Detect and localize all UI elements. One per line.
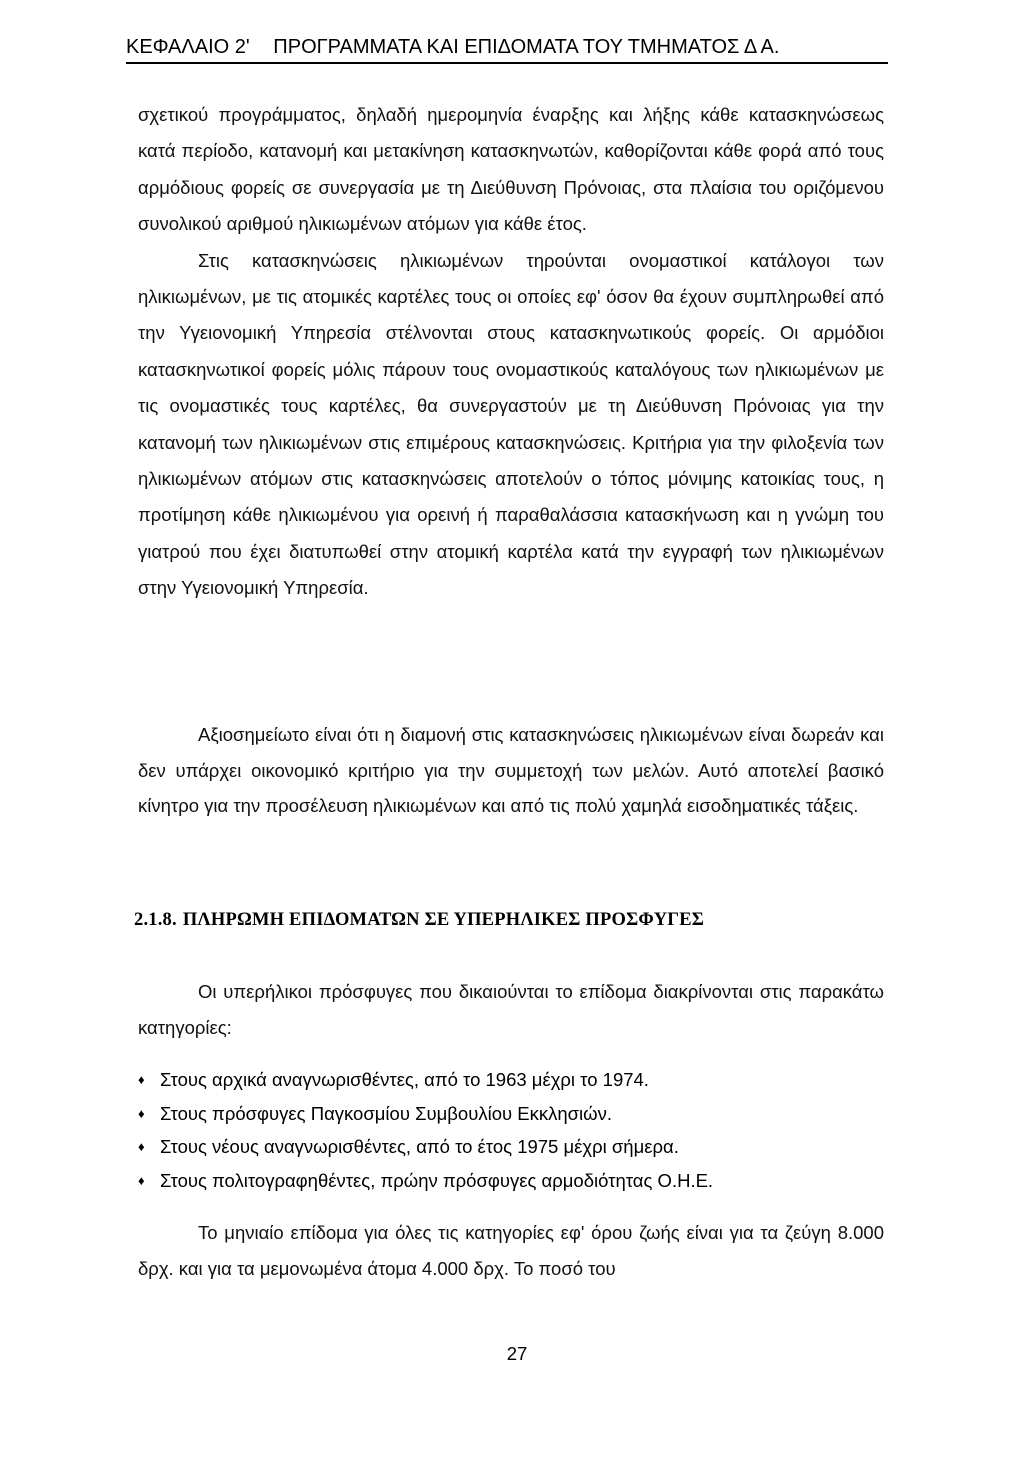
paragraph-camp-lists: Στις κατασκηνώσεις ηλικιωμένων τηρούνται ονομαστικοί κατάλογοι των ηλικιωμένων, με τις ατομικές καρτέλες τους οι οποίες εφ' όσον θα έχουν συμπληρωθεί από την Υγειονομική Υπηρεσία στέλνονται στους κατασκηνωτικούς φορείς. Οι αρμόδιοι κατασκηνωτικοί φορείς μόλις πάρουν τους ονομαστικούς καταλόγους των ηλικιωμένων με τις ονομαστικές τους καρτέλες, θα συνεργαστούν με τη Διεύθυνση Πρόνοιας για την κατανομή των ηλικιωμένων στις επιμέρους κατασκηνώσεις. Κριτήρια για την φιλοξενία των ηλικιωμένων ατόμων στις κατασκηνώσεις αποτελούν ο τόπος μόνιμης κατοικίας τους, η προτίμηση κάθε ηλικιωμένου για ορεινή ή παραθαλάσσια κατασκήνωση και η γνώμη του γιατρού που έχει διατυπωθεί στην ατομική καρτέλα κατά την εγγραφή των ηλικιωμένων στην Υγειονομική Υπηρεσία.: [138, 249, 884, 599]
list-item: ♦ Στους αρχικά αναγνωρισθέντες, από το 1963 μέχρι το 1974.: [138, 1063, 884, 1097]
page-number: 27: [506, 1343, 528, 1364]
body-block-1: [138, 97, 884, 607]
paragraph-continuation: σχετικού προγράμματος, δηλαδή ημερομηνία έναρξης και λήξης κάθε κατασκηνώσεως κατά περίοδο, κατανομή και μετακίνηση κατασκηνωτών, καθορίζονται κάθε φορά από τους αρμόδιους φορείς σε συνεργασία με τη Διεύθυνση Πρόνοιας, στα πλαίσια του οριζόμενου συνολικού αριθμού ηλικιωμένων ατόμων για κάθε έτος.: [138, 104, 884, 235]
section-closing-block: [138, 1215, 884, 1287]
diamond-bullet-icon: ♦: [138, 1072, 145, 1087]
section-number: 2.1.8.: [134, 910, 177, 930]
diamond-bullet-icon: ♦: [138, 1105, 145, 1121]
running-header: [126, 36, 888, 64]
section-intro-block: [138, 974, 884, 1046]
diamond-bullet-icon: ♦: [138, 1172, 145, 1188]
paragraph-free-stay: Αξιοσημείωτο είναι ότι η διαμονή στις κατασκηνώσεις ηλικιωμένων είναι δωρεάν και δεν υπάρχει οικονομικό κριτήριο για την συμμετοχή των μελών. Αυτό αποτελεί βασικό κίνητρο για την προσέλευση ηλικιωμένων και από τις πολύ χαμηλά εισοδηματικές τάξεις.: [138, 724, 884, 816]
paragraph-section-intro: Οι υπερήλικοι πρόσφυγες που δικαιούνται το επίδομα διακρίνονται στις παρακάτω κατηγορίες:: [138, 981, 884, 1038]
diamond-bullet-icon: ♦: [138, 1139, 145, 1154]
section-heading: [134, 910, 704, 931]
paragraph-allowance-amount: Το μηνιαίο επίδομα για όλες τις κατηγορίες εφ' όρου ζωής είναι για τα ζεύγη 8.000 δρχ. και για τα μεμονωμένα άτομα 4.000 δρχ. Το ποσό του: [138, 1222, 884, 1279]
list-item: ♦ Στους πολιτογραφηθέντες, πρώην πρόσφυγες αρμοδιότητας Ο.Η.Ε.: [138, 1164, 884, 1198]
chapter-title: ΠΡΟΓΡΑΜΜΑΤΑ ΚΑΙ ΕΠΙΔΟΜΑΤΑ ΤΟΥ ΤΜΗΜΑΤΟΣ Δ Α.: [273, 36, 780, 58]
body-block-2: [138, 717, 884, 824]
chapter-label: ΚΕΦΑΛΑΙΟ 2': [126, 36, 250, 58]
list-item: ♦ Στους πρόσφυγες Παγκοσμίου Συμβουλίου Εκκλησιών.: [138, 1097, 884, 1131]
section-title: ΠΛΗΡΩΜΗ ΕΠΙΔΟΜΑΤΩΝ ΣΕ ΥΠΕΡΗΛΙΚΕΣ ΠΡΟΣΦΥΓΕΣ: [182, 910, 705, 930]
category-list: [138, 1063, 884, 1197]
list-item: ♦ Στους νέους αναγνωρισθέντες, από το έτος 1975 μέχρι σήμερα.: [138, 1130, 884, 1164]
